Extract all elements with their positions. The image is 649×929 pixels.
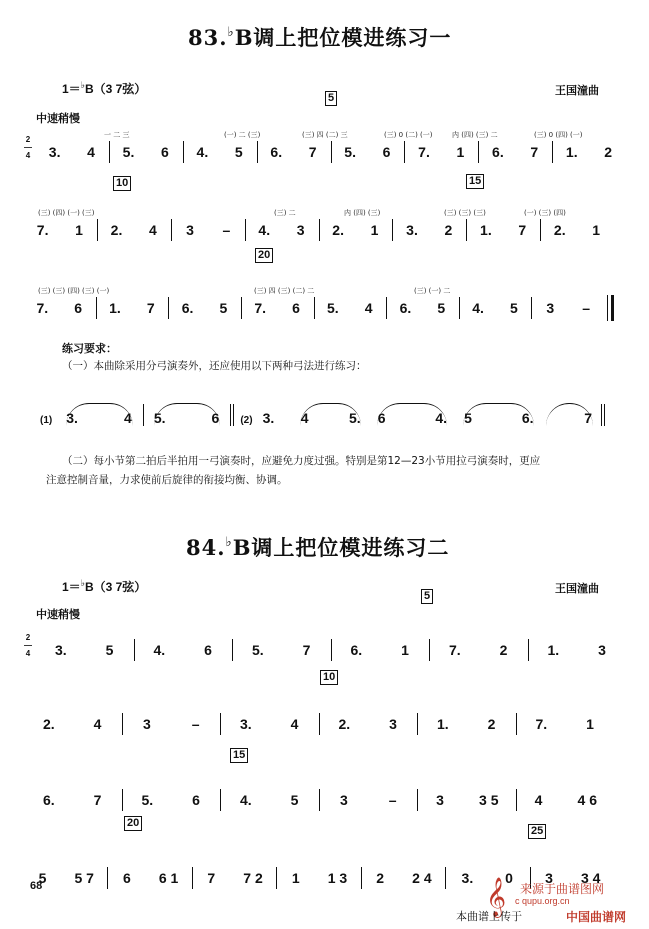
note: 7 xyxy=(518,222,527,238)
measure xyxy=(315,298,387,318)
measure xyxy=(320,790,418,810)
note: 5. xyxy=(344,144,356,160)
piece2-title-number: 84. xyxy=(186,535,226,560)
rehearsal-mark-15: 15 xyxy=(466,174,484,189)
watermark-url: c qupu.org.cn xyxy=(515,896,570,906)
measure xyxy=(123,714,221,734)
note: 5. xyxy=(251,642,264,658)
note: 3 xyxy=(296,222,305,238)
note: 6 1 xyxy=(158,870,179,886)
note: 4. xyxy=(153,642,166,658)
note: 4. xyxy=(258,222,271,238)
note: 5 xyxy=(509,300,518,316)
measure xyxy=(169,298,241,318)
final-barline xyxy=(607,295,614,321)
note: 6. xyxy=(521,410,534,426)
note: 5 xyxy=(105,642,114,658)
time-signature: 2 — 4 xyxy=(24,135,32,160)
note: 5. xyxy=(122,144,135,160)
rehearsal-mark-15: 15 xyxy=(230,748,248,763)
note: 2. xyxy=(42,716,55,732)
rehearsal-mark-10: 10 xyxy=(113,176,131,191)
note: 2 xyxy=(487,716,496,732)
measure xyxy=(36,640,134,660)
piece1-title xyxy=(188,22,451,52)
note: 2 xyxy=(444,222,453,238)
measure xyxy=(479,142,552,162)
slur-group xyxy=(377,403,447,426)
barline xyxy=(601,404,602,426)
slur-group xyxy=(66,403,133,426)
note: 5 xyxy=(38,870,47,886)
note: 7 xyxy=(530,144,539,160)
piece2-key-flat: ♭ xyxy=(80,578,85,588)
fingering-mark: (三) (三) (四) (三) (一) xyxy=(38,287,110,295)
example-2-label: (2) xyxy=(240,415,253,426)
slur-group xyxy=(463,403,533,426)
measure xyxy=(97,298,169,318)
note: 3. xyxy=(54,642,67,658)
measure xyxy=(172,220,245,240)
measure xyxy=(387,298,459,318)
piece1-row-3 xyxy=(24,268,614,318)
note: 4 xyxy=(149,222,157,238)
note: 2 4 xyxy=(412,870,432,886)
note: 5. xyxy=(141,792,154,808)
note: 0 xyxy=(505,870,513,886)
note: 6 xyxy=(382,144,391,160)
time-sig-bottom: 4 xyxy=(25,649,31,658)
fingering-mark: (一) 二 (三) xyxy=(224,131,261,139)
barline xyxy=(143,404,144,426)
footer-text: 本曲谱上传于 xyxy=(456,910,522,923)
note: 7. xyxy=(535,716,548,732)
note: – xyxy=(388,792,397,808)
note: 5. xyxy=(348,410,361,426)
measure xyxy=(110,142,183,162)
measure xyxy=(393,220,466,240)
note: 4. xyxy=(435,410,448,426)
measure xyxy=(135,640,233,660)
note: 7 xyxy=(146,300,155,316)
fingering-mark: 内 (四) (三) xyxy=(344,209,381,217)
note: 3 xyxy=(339,792,348,808)
note: 6. xyxy=(42,792,55,808)
treble-clef-icon: 𝄞 xyxy=(486,877,507,917)
note: 3 xyxy=(545,870,553,886)
note: 5 xyxy=(219,300,228,316)
note: 4. xyxy=(196,144,209,160)
note: 7 xyxy=(308,144,317,160)
measure xyxy=(221,790,319,810)
piece2-row-2 xyxy=(24,684,614,734)
note: 4 xyxy=(123,410,132,426)
fingering-mark: (三) (四) (一) (三) xyxy=(38,209,95,217)
note: 1 xyxy=(75,222,83,238)
requirements-item-1: （一）本曲除采用分弓演奏外，还应使用以下两种弓法进行练习： xyxy=(62,360,367,372)
note: 6. xyxy=(399,300,412,316)
note: 6 xyxy=(123,870,131,886)
measure xyxy=(460,298,532,318)
note: 4 xyxy=(364,300,373,316)
fingering-mark: (三) (一) 二 xyxy=(414,287,451,295)
note: 6 xyxy=(211,410,220,426)
fingering-mark: (三) 0 (二) (一) xyxy=(384,131,433,139)
note: 5 xyxy=(437,300,446,316)
measure xyxy=(242,298,314,318)
note: 7 2 xyxy=(243,870,263,886)
note: 2. xyxy=(332,222,344,238)
note: 1 xyxy=(401,642,409,658)
note: 5. xyxy=(153,410,166,426)
measure xyxy=(193,868,276,888)
note: 1 3 xyxy=(327,870,348,886)
note: 1. xyxy=(436,716,449,732)
rehearsal-mark-5: 5 xyxy=(325,91,337,106)
note: 7 xyxy=(207,870,216,886)
note: 3 xyxy=(598,642,606,658)
piece2-key-label: 1＝ xyxy=(62,580,81,594)
measure xyxy=(24,714,122,734)
note: 5. xyxy=(326,300,339,316)
note: 6. xyxy=(492,144,504,160)
bowing-examples xyxy=(40,394,605,426)
note: 6 xyxy=(377,410,386,426)
measure xyxy=(98,220,171,240)
measure xyxy=(517,714,615,734)
watermark-text: 来源于曲谱图网 xyxy=(520,882,605,896)
requirements-item-2-line-1: （二）每小节第二拍后半拍用一弓演奏时，应避免力度过强。特别是第12—23小节用拉弓演奏时，更应 xyxy=(62,455,541,467)
note: 1 xyxy=(592,222,601,238)
piece1-row-1 xyxy=(24,112,614,162)
piece1-title-text: B调上把位模进练习一 xyxy=(234,25,452,50)
note-row xyxy=(24,640,626,660)
barline xyxy=(230,404,231,426)
requirements-item-2 xyxy=(46,452,627,490)
piece2-row-3 xyxy=(24,760,614,810)
note: 3. xyxy=(66,410,78,426)
note: – xyxy=(191,716,200,732)
measure xyxy=(108,868,191,888)
time-signature: 2 — 4 xyxy=(24,633,32,658)
note: 7. xyxy=(36,222,49,238)
rehearsal-mark-20: 20 xyxy=(255,248,273,263)
note: 1. xyxy=(565,144,578,160)
note: 7. xyxy=(36,300,49,316)
measure xyxy=(320,714,418,734)
measure xyxy=(467,220,540,240)
note: 2 xyxy=(376,870,385,886)
measure xyxy=(36,142,109,162)
measure xyxy=(24,298,96,318)
measure xyxy=(529,640,627,660)
note: 1 xyxy=(456,144,465,160)
piece1-title-flat: ♭ xyxy=(227,25,235,40)
note: 7. xyxy=(418,144,430,160)
note: 3 xyxy=(436,792,444,808)
note: 6 xyxy=(204,642,212,658)
measure xyxy=(332,142,405,162)
note: 6. xyxy=(350,642,363,658)
watermark-brand: 中国曲谱网 xyxy=(566,910,627,924)
note: 3. xyxy=(262,410,275,426)
note: 1 xyxy=(291,870,300,886)
note: 3 4 xyxy=(580,870,601,886)
piece2-tempo: 中速稍慢 xyxy=(36,609,80,621)
measure xyxy=(532,298,604,318)
note: 2. xyxy=(338,716,351,732)
note: 2. xyxy=(553,222,566,238)
note: 4 xyxy=(300,410,309,426)
note: 7. xyxy=(448,642,461,658)
measure xyxy=(541,220,614,240)
note: 4 xyxy=(534,792,543,808)
example-1-label: (1) xyxy=(40,415,53,426)
note: 1. xyxy=(547,642,560,658)
piece2-title-text: B调上把位模进练习二 xyxy=(232,535,450,560)
note: 7 xyxy=(302,642,311,658)
fingering-mark: (三) (三) (三) xyxy=(444,209,486,217)
note: 4 xyxy=(93,716,102,732)
page-number: 68 xyxy=(30,880,43,892)
slur-group xyxy=(546,403,594,426)
piece2-title xyxy=(186,532,449,562)
piece2-composer: 王国潼曲 xyxy=(555,582,599,595)
measure xyxy=(258,142,331,162)
note-row xyxy=(24,220,614,240)
note: – xyxy=(582,300,590,316)
rehearsal-mark-25: 25 xyxy=(528,824,546,839)
piece1-key-note: B（3 7弦） xyxy=(84,82,147,96)
barline xyxy=(604,404,605,426)
measure xyxy=(24,790,122,810)
note: 7. xyxy=(254,300,267,316)
note: 4. xyxy=(472,300,484,316)
note: 1 xyxy=(586,716,594,732)
note: 4 xyxy=(290,716,299,732)
measure xyxy=(184,142,257,162)
measure xyxy=(418,714,516,734)
piece1-key-label: 1＝ xyxy=(62,82,81,96)
note: 2 xyxy=(499,642,508,658)
note: 2. xyxy=(110,222,123,238)
note: 6 xyxy=(161,144,169,160)
note: 7 xyxy=(93,792,102,808)
fingering-mark: (一) (三) (四) xyxy=(524,209,566,217)
note: 6. xyxy=(270,144,283,160)
note: 4 xyxy=(87,144,95,160)
note: 1. xyxy=(109,300,121,316)
note: 1 xyxy=(370,222,379,238)
note: 3 xyxy=(186,222,194,238)
note-row xyxy=(24,142,626,162)
piece2-key xyxy=(62,578,146,595)
measure xyxy=(362,868,445,888)
note-row xyxy=(24,298,614,318)
piece1-row-2 xyxy=(24,190,614,240)
note: 3 xyxy=(546,300,555,316)
slur-group xyxy=(154,403,221,426)
note: 5 xyxy=(464,410,472,426)
piece1-key-flat: ♭ xyxy=(80,80,85,90)
piece1-title-number: 83. xyxy=(188,25,228,50)
piece1-key xyxy=(62,80,146,97)
fingering-mark: (三) 0 (四) (一) xyxy=(534,131,583,139)
measure xyxy=(430,640,528,660)
measure xyxy=(418,790,516,810)
note: 6 xyxy=(74,300,83,316)
measure xyxy=(517,790,615,810)
requirements-item-2-line-2: 注意控制音量，力求使前后旋律的衔接均衡、协调。 xyxy=(46,474,288,486)
note: 5 xyxy=(290,792,299,808)
fingering-mark: 一 二 三 xyxy=(104,131,130,139)
note: 3. xyxy=(406,222,418,238)
fingering-mark: 内 (四) (三) 二 xyxy=(452,131,498,139)
measure xyxy=(123,790,221,810)
note: 4. xyxy=(239,792,252,808)
piece2-key-note: B（3 7弦） xyxy=(84,580,147,594)
fingering-mark: (三) 四 (二) 三 xyxy=(302,131,348,139)
note: 4 6 xyxy=(577,792,597,808)
note: 3 xyxy=(142,716,151,732)
measure xyxy=(553,142,626,162)
note: 6 xyxy=(192,792,200,808)
measure xyxy=(246,220,319,240)
slur-group xyxy=(300,403,361,426)
note: 2 xyxy=(604,144,613,160)
measure xyxy=(332,640,430,660)
measure xyxy=(221,714,319,734)
rehearsal-mark-5: 5 xyxy=(421,589,433,604)
time-sig-bottom: 4 xyxy=(25,151,31,160)
measure xyxy=(320,220,393,240)
piece1-composer: 王国潼曲 xyxy=(555,84,599,97)
note: 3. xyxy=(48,144,61,160)
rehearsal-mark-10: 10 xyxy=(320,670,338,685)
piece1-tempo: 中速稍慢 xyxy=(36,113,80,125)
note: 3 5 xyxy=(479,792,499,808)
note: 3. xyxy=(461,870,474,886)
piece2-row-1 xyxy=(24,610,614,660)
measure xyxy=(405,142,478,162)
note: 6. xyxy=(181,300,194,316)
time-sig-top: 2 xyxy=(25,633,31,642)
fingering-mark: (三) 四 (三) (二) 二 xyxy=(254,287,315,295)
note: 3 xyxy=(389,716,397,732)
note: – xyxy=(222,222,231,238)
measure xyxy=(233,640,331,660)
measure xyxy=(277,868,360,888)
note-row xyxy=(24,714,614,734)
note: 6 xyxy=(292,300,300,316)
barline xyxy=(233,404,234,426)
note: 3. xyxy=(239,716,252,732)
requirements-heading: 练习要求： xyxy=(62,343,117,355)
note-row xyxy=(24,790,614,810)
note: 5 xyxy=(234,144,243,160)
rehearsal-mark-20: 20 xyxy=(124,816,142,831)
piece2-title-flat: ♭ xyxy=(225,535,233,550)
note: 1. xyxy=(480,222,492,238)
measure xyxy=(24,220,97,240)
fingering-mark: (三) 二 xyxy=(274,209,296,217)
time-sig-top: 2 xyxy=(25,135,31,144)
note: 5 7 xyxy=(74,870,94,886)
note: 7 xyxy=(584,410,592,426)
